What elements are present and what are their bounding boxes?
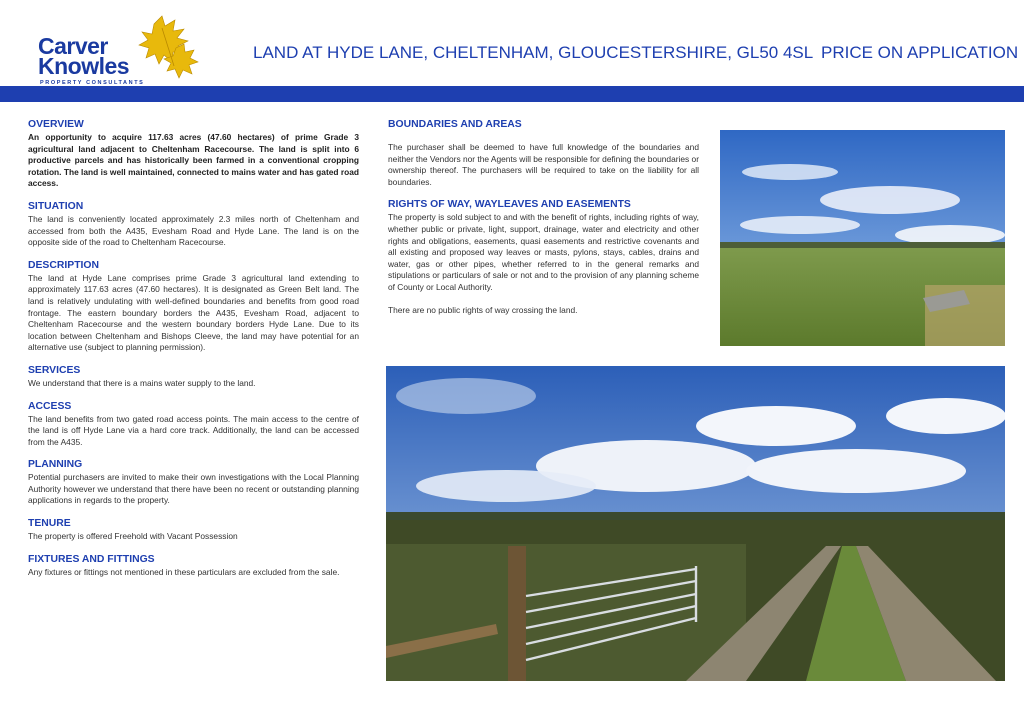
section-text: The property is sold subject to and with the benefit of rights, including rights of way, whether public or private, light, support, drainage, water and electricity and other rights and obligations, easements, quasi easements and restrictive covenants and all existing and proposed way leaves or masts, pylons, stays, cables, drains and water, gas or other pipes, whether referred to in the general remarks and stipulations or particulars of sale or not and to the provision of any planning scheme of County or Local Authority. — [388, 212, 699, 292]
section-boundaries — [388, 118, 699, 188]
section-heading: OVERVIEW — [28, 119, 84, 130]
section-text: Any fixtures or fittings not mentioned in these particulars are excluded from the sale. — [28, 566, 340, 577]
left-column — [28, 118, 359, 588]
middle-column — [388, 118, 699, 326]
page-title: LAND AT HYDE LANE, CHELTENHAM, GLOUCESTERSHIRE, GL50 4SL — [253, 43, 814, 62]
section-heading: RIGHTS OF WAY, WAYLEAVES AND EASEMENTS — [388, 199, 631, 211]
field-photo — [720, 130, 1005, 346]
section-heading: FIXTURES AND FITTINGS — [28, 553, 155, 565]
section-access — [28, 400, 359, 449]
section-heading: SERVICES — [28, 364, 81, 376]
section-text: The land benefits from two gated road access points. The main access to the centre of the land is off Hyde Lane via a hard core track. Additionally, the land can be accessed from the A435. — [28, 413, 359, 447]
section-text: The land is conveniently located approximately 2.3 miles north of Cheltenham and accessed from both the A435, Evesham Road and Hyde Lane. The land is on the opposite side of the road to Cheltenham Racecourse. — [28, 213, 359, 248]
section-text: An opportunity to acquire 117.63 acres (47.60 hectares) of prime Grade 3 agricultural land adjacent to Cheltenham Racecourse. The land is split into 6 productive parcels and has historically been farmed in a conventional cropping rotation. The land is well maintained, connected to mains water and has gated road access. — [28, 132, 359, 189]
section-planning — [28, 458, 359, 507]
section-tenure — [28, 517, 359, 543]
logo-line1: Carver — [38, 33, 108, 59]
logo-line2: Knowles — [38, 53, 130, 79]
logo-tagline: PROPERTY CONSULTANTS — [40, 80, 145, 86]
section-heading: ACCESS — [28, 400, 72, 412]
section-text: Potential purchasers are invited to make their own investigations with the Local Planning Authority however we understand that there have been no recent or outstanding planning applications in regards to the property. — [28, 472, 359, 506]
section-text: We understand that there is a mains water supply to the land. — [28, 377, 256, 388]
price-label: PRICE ON APPLICATION — [821, 43, 1019, 62]
section-text: The purchaser shall be deemed to have full knowledge of the boundaries and neither the Vendors nor the Agents will be responsible for defining the boundaries or ownership thereof. The purchasers will be required to take on the liability for all boundaries. — [388, 142, 700, 187]
section-heading: DESCRIPTION — [28, 259, 100, 271]
track-photo — [386, 366, 1005, 681]
company-logo — [34, 14, 204, 84]
section-heading: PLANNING — [28, 459, 83, 471]
section-overview — [28, 118, 359, 190]
section-description — [28, 259, 359, 354]
section-rights-of-way — [388, 198, 699, 316]
section-situation — [28, 200, 359, 249]
section-services — [28, 364, 359, 390]
section-heading: SITUATION — [28, 200, 84, 212]
section-heading: BOUNDARIES AND AREAS — [388, 119, 522, 130]
section-text: The land at Hyde Lane comprises prime Grade 3 agricultural land extending to approximately 117.63 acres (47.60 hectares). It is designated as Green Belt land. The land is relatively undulating with well-defined boundaries and benefits from good road frontage. The eastern boundary borders the A435, Evesham Road, adjacent to Cheltenham Racecourse and the western boundary borders Hyde Lane. Due to its location between Cheltenham and Bishops Cleeve, the land may have potential for an alternative use (subject to planning permission). — [28, 272, 359, 353]
section-text: The property is offered Freehold with Vacant Possession — [28, 531, 238, 542]
section-text-2: There are no public rights of way crossing the land. — [388, 304, 578, 315]
section-heading: TENURE — [28, 518, 71, 530]
header-bar — [0, 86, 1024, 102]
section-fixtures — [28, 553, 359, 579]
